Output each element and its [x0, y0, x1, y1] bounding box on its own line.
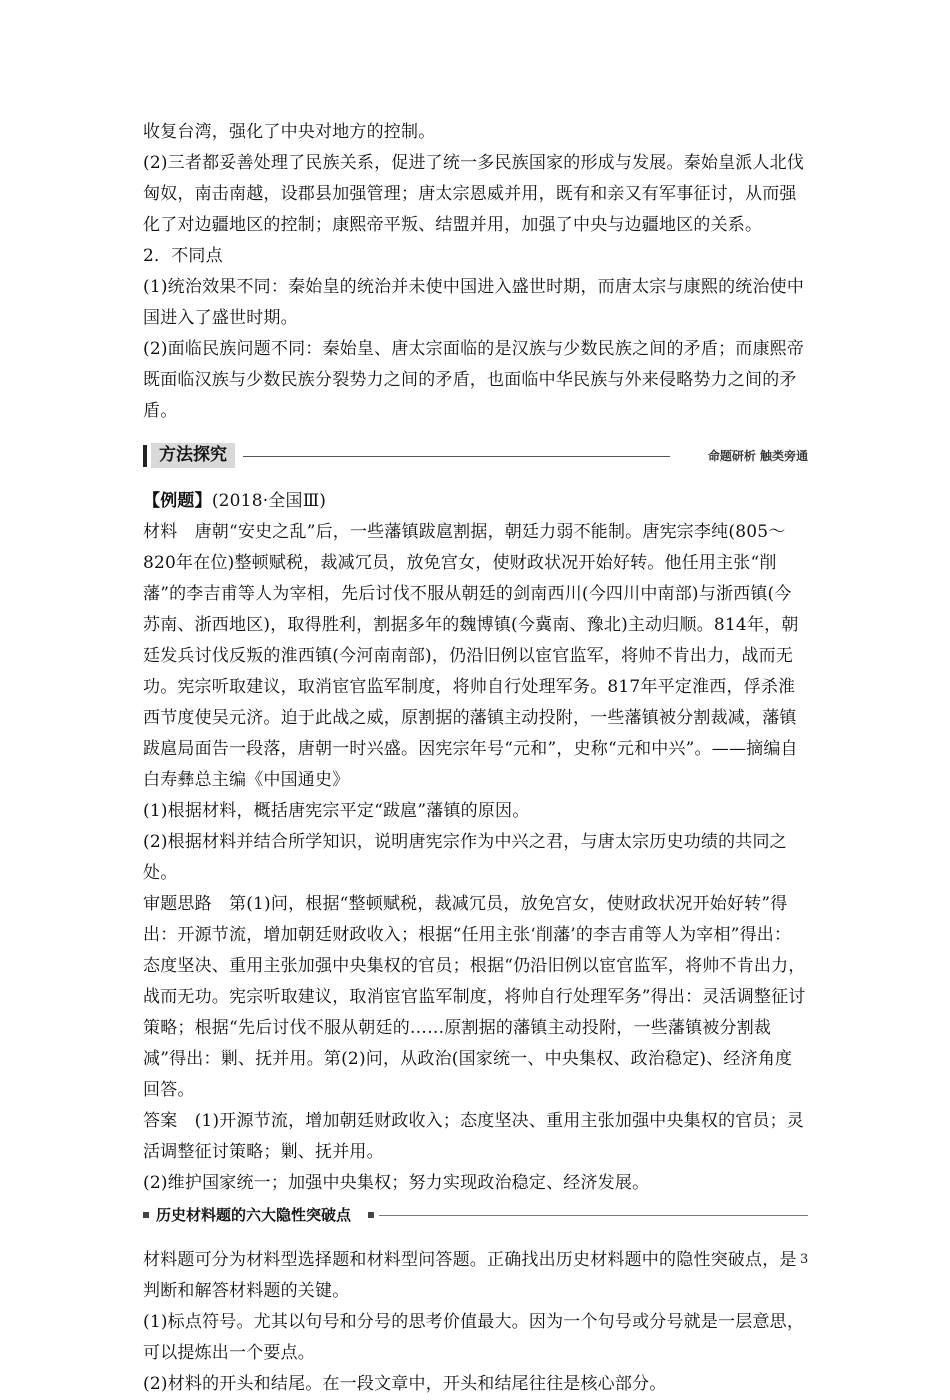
answer-2: (2)维护国家统一；加强中央集权；努力实现政治稳定、经济发展。	[143, 1173, 650, 1193]
example-label: 【例题】	[143, 491, 212, 511]
subsection-title: 历史材料题的六大隐性突破点	[156, 1206, 352, 1224]
section-bar	[143, 445, 147, 467]
document-body	[143, 117, 808, 1400]
paragraph: (1)统治效果不同：秦始皇的统治并未使中国进入盛世时期，而唐太宗与康熙的统治使中国进入了盛世时期。	[143, 277, 805, 328]
example-material: 材料 唐朝“安史之乱”后，一些藩镇跋扈割据，朝廷力弱不能制。唐宪宗李纯(805～820年在位)整顿赋税，裁减冗员，放免宫女，使财政状况开始好转。他任用主张“削藩”的李吉甫等人为宰相，先后讨伐不服从朝廷的剑南西川(今四川中南部)与浙西镇(今苏南、浙西地区)，取得胜利，割据多年的魏博镇(今冀南、豫北)主动归顺。814年，朝廷发兵讨伐反叛的淮西镇(今河南南部)，仍沿旧例以宦官监军，将帅不肯出力，战而无功。宪宗听取建议，取消宦官监军制度，将帅自行处理军务。817年平定淮西，俘杀淮西节度使吴元济。迫于此战之威，原割据的藩镇主动投附，一些藩镇被分割裁减，藩镇跋扈局面告一段落，唐朝一时兴盛。因宪宗年号“元和”，史称“元和中兴”。——摘编自白寿彝总主编《中国通史》	[143, 522, 799, 790]
section-header	[143, 440, 808, 472]
page-number: 3	[800, 1252, 809, 1267]
paragraph: (2)面临民族问题不同：秦始皇、唐太宗面临的是汉族与少数民族之间的矛盾；而康熙帝既面临汉族与少数民族分裂势力之间的矛盾，也面临中华民族与外来侵略势力之间的矛盾。	[143, 339, 805, 421]
paragraph: 材料题可分为材料型选择题和材料型问答题。正确找出历史材料题中的隐性突破点，是判断和解答材料题的关键。	[143, 1250, 797, 1301]
example-heading	[143, 486, 808, 517]
example-source: (2018·全国Ⅲ)	[211, 491, 327, 511]
square-bullet-icon	[368, 1212, 374, 1218]
answer-1: 答案 (1)开源节流，增加朝廷财政收入；态度坚决、重用主张加强中央集权的官员；灵活调整征讨策略；剿、抚并用。	[143, 1111, 805, 1162]
subsection-rule	[379, 1215, 808, 1216]
paragraph: (2)材料的开头和结尾。在一段文章中，开头和结尾往往是核心部分。	[143, 1374, 667, 1394]
section-tagline: 命题研析 触类旁通	[707, 449, 808, 463]
analysis: 审题思路 第(1)问，根据“整顿赋税，裁减冗员，放免宫女，使财政状况开始好转”得出：开源节流，增加朝廷财政收入；根据“任用主张‘削藩’的李吉甫等人为宰相”得出：态度坚决、重用主张加强中央集权的官员；根据“仍沿旧例以宦官监军，将帅不肯出力，战而无功。宪宗听取建议，取消宦官监军制度，将帅自行处理军务”得出：灵活调整征讨策略；根据“先后讨伐不服从朝廷的……原割据的藩镇主动投附，一些藩镇被分割裁减”得出：剿、抚并用。第(2)问，从政治(国家统一、中央集权、政治稳定)、经济角度回答。	[143, 894, 806, 1100]
paragraph: (2)三者都妥善处理了民族关系，促进了统一多民族国家的形成与发展。秦始皇派人北伐匈奴，南击南越，设郡县加强管理；唐太宗恩威并用，既有和亲又有军事征讨，从而强化了对边疆地区的控制；康熙帝平叛、结盟并用，加强了中央与边疆地区的关系。	[143, 153, 805, 235]
paragraph: 2．不同点	[143, 246, 223, 266]
paragraph: (1)标点符号。尤其以句号和分号的思考价值最大。因为一个句号或分号就是一层意思，可以提炼出一个要点。	[143, 1312, 805, 1363]
question-1: (1)根据材料，概括唐宪宗平定“跋扈”藩镇的原因。	[143, 801, 530, 821]
paragraph: 收复台湾，强化了中央对地方的控制。	[143, 122, 436, 142]
section-rule	[243, 456, 670, 457]
section-title: 方法探究	[151, 443, 235, 468]
square-bullet-icon	[143, 1212, 149, 1218]
question-2: (2)根据材料并结合所学知识，说明唐宪宗作为中兴之君，与唐太宗历史功绩的共同之处。	[143, 832, 787, 883]
subsection-header	[143, 1201, 808, 1231]
